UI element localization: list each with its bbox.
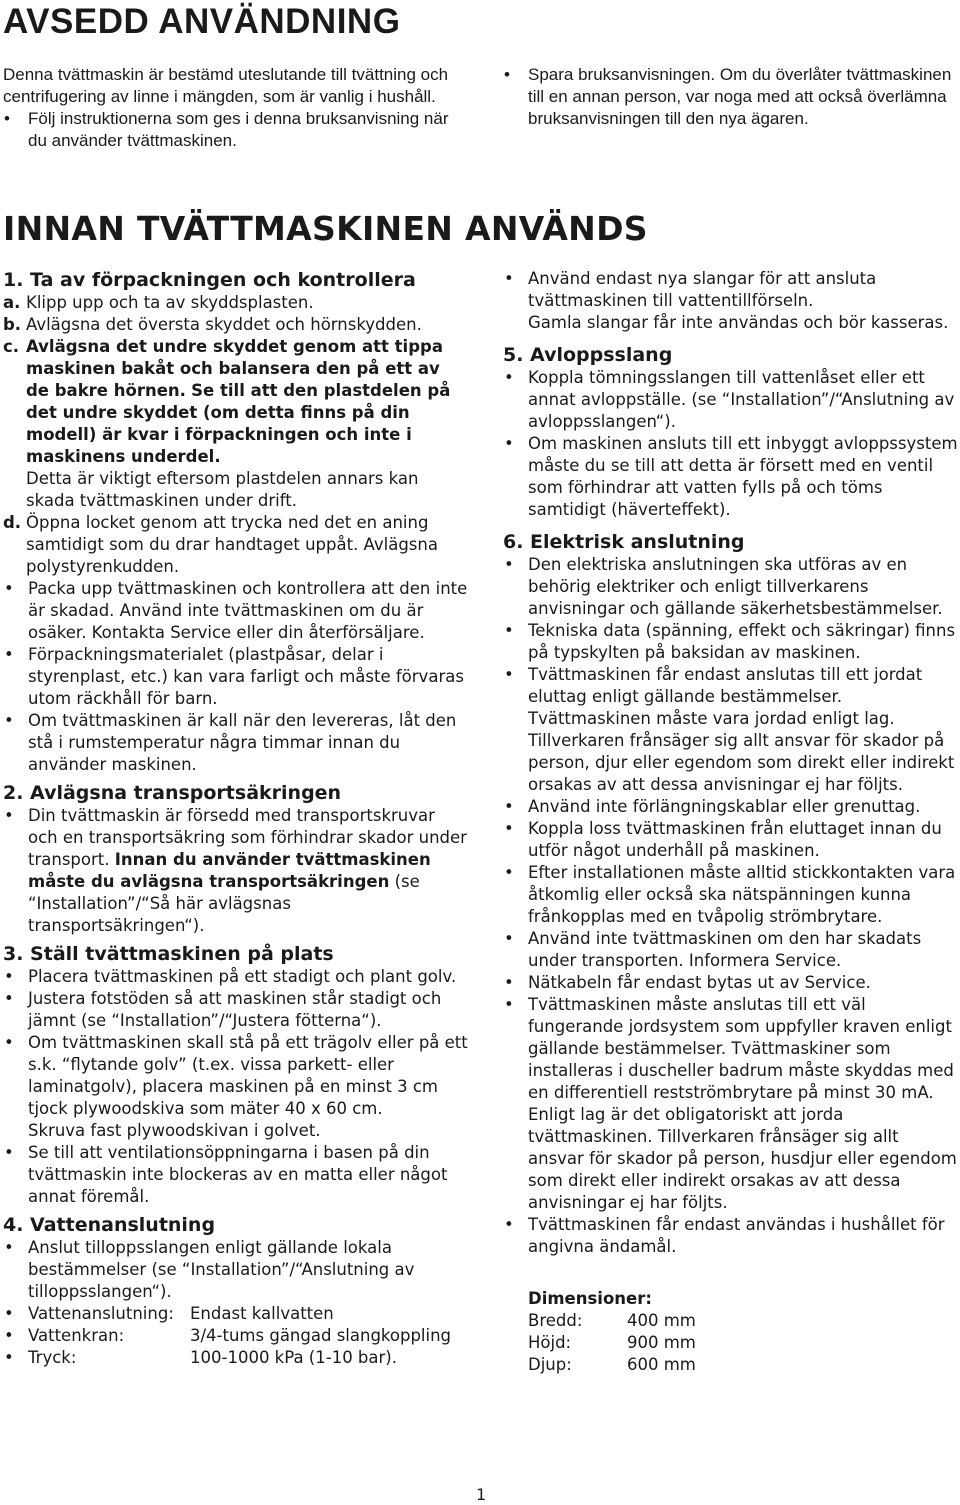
step-c-bold: Avlägsna det undre skyddet genom att tippa maskinen bakåt och balansera den på ett av de bakre hörnen.: [26, 337, 443, 400]
unpack-bullet-3: • Om tvättmaskinen är kall när den levereras, låt den stå i rumstemperatur några timmar innan du använder maskinen.: [3, 710, 468, 776]
water-row-label: • Vattenkran:: [28, 1326, 125, 1345]
step-a: [3, 292, 468, 314]
water-row-value: 100-1000 kPa (1-10 bar).: [190, 1348, 397, 1367]
water-row-pressure: [3, 1347, 468, 1369]
page-number: 1: [476, 1485, 487, 1504]
step-c-note: Detta är viktigt eftersom plastdelen annars kan skada tvättmaskinen under drift.: [26, 469, 419, 510]
water-row-label: • Vattenanslutning:: [28, 1304, 174, 1323]
intro-left: [3, 64, 463, 152]
water-row-tap: [3, 1325, 468, 1347]
drain-bullet-2: • Om maskinen ansluts till ett inbyggt avloppssystem måste du se till att detta är försett med en ventil som förhindrar att vatten fylls på och töms samtidigt (häverteffekt).: [503, 433, 958, 521]
electrical-bullet-10: • Tvättmaskinen får endast användas i hushållet för angivna ändamål.: [503, 1214, 958, 1258]
dimensions-title: Dimensioner:: [528, 1289, 652, 1308]
electrical-bullet-3-cont: Tvättmaskinen måste vara jordad enligt lag. Tillverkaren frånsäger sig allt ansvar för skador på person, djur eller egendom som direkt eller indirekt orsakas av att dessa anvisningar ej har följts.: [528, 709, 955, 794]
electrical-bullet-4: • Använd inte förlängningskablar eller grenuttag.: [503, 796, 958, 818]
step-c-marker: c.: [3, 337, 20, 356]
electrical-bullet-8: • Nätkabeln får endast bytas ut av Service.: [503, 972, 958, 994]
dimension-row-width: [503, 1310, 958, 1332]
water-row-label: • Tryck:: [28, 1348, 77, 1367]
step-c: [3, 336, 468, 468]
dimension-label: Djup:: [528, 1355, 572, 1374]
dimension-value: 400 mm: [627, 1311, 696, 1330]
electrical-bullet-7: • Använd inte tvättmaskinen om den har skadats under transporten. Informera Service.: [503, 928, 958, 972]
heading-drain-hose: 5. Avloppsslang: [503, 344, 673, 366]
electrical-bullet-2: • Tekniska data (spänning, effekt och säkringar) finns på typskylten på baksidan av maskinen.: [503, 620, 958, 664]
dimension-label: Bredd:: [528, 1311, 583, 1330]
intro-paragraph: Denna tvättmaskin är bestämd uteslutande till tvättning och centrifugering av linne i mängden, som är vanlig i hushåll.: [3, 65, 449, 106]
unpack-bullet-2: • Förpackningsmaterialet (plastpåsar, delar i styrenplast, etc.) kan vara farligt och måste förvaras utom räckhåll för barn.: [3, 644, 468, 710]
heading-transport-lock: 2. Avlägsna transportsäkringen: [3, 782, 342, 804]
dimension-label: Höjd:: [528, 1333, 572, 1352]
section-title-before-use: INNAN TVÄTTMASKINEN ANVÄNDS: [3, 209, 648, 248]
water-bullet-1: • Anslut tilloppsslangen enligt gällande lokala bestämmelser (se “Installation”/“Anslutning av tilloppsslangen“).: [3, 1237, 468, 1303]
electrical-bullet-3: • Tvättmaskinen får endast anslutas till ett jordat eluttag enligt gällande bestämmelser.: [503, 664, 958, 708]
transport-text: Din tvättmaskin är försedd med transportskruvar och en transportsäkring som förhindrar skador under transport.: [28, 806, 467, 869]
step-d-marker: d.: [3, 513, 22, 532]
hose-bullet: • Använd endast nya slangar för att ansluta tvättmaskinen till vattentillförseln.: [503, 268, 958, 312]
heading-unpack: 1. Ta av förpackningen och kontrollera: [3, 269, 416, 291]
step-b: [3, 314, 468, 336]
hose-bullet-cont: Gamla slangar får inte användas och bör kasseras.: [528, 313, 949, 332]
step-d: [3, 512, 468, 578]
drain-bullet-1: • Koppla tömningsslangen till vattenlåset eller ett annat avloppställe. (se “Installation”/“Anslutning av avloppsslangen“).: [503, 367, 958, 433]
transport-ref: (se “Installation”/“Så här avlägsnas transportsäkringen“).: [28, 872, 420, 935]
transport-bold: Innan du använder tvättmaskinen måste du avlägsna transportsäkringen: [28, 850, 431, 891]
placement-bullet-3-cont: Skruva fast plywoodskivan i golvet.: [28, 1121, 321, 1140]
step-a-text: Klipp upp och ta av skyddsplasten.: [26, 293, 314, 312]
placement-bullet-1: • Placera tvättmaskinen på ett stadigt och plant golv.: [3, 966, 468, 988]
placement-bullet-4: • Se till att ventilationsöppningarna i basen på din tvättmaskin inte blockeras av en matta eller något annat föremål.: [3, 1142, 468, 1208]
dimension-row-depth: [503, 1354, 958, 1376]
step-c-bold-2: Se till att den plastdelen på det undre skyddet (om detta finns på din modell) är kvar i förpackningen och inte i maskinens underdel.: [26, 381, 451, 466]
electrical-bullet-9: • Tvättmaskinen måste anslutas till ett väl fungerande jordsystem som uppfyller kraven enligt gällande bestämmelser. Tvättmaskiner som installeras i duscheller badrum måste skyddas med en differentiell restströmbrytare på minst 30 mA. Enligt lag är det obligatoriskt att jorda tvättmaskinen. Tillverkaren frånsäger sig allt ansvar för skador på person, husdjur eller egendom som direkt eller indirekt orsakas av att dessa anvisningar ej har följts.: [503, 994, 958, 1214]
dimension-value: 600 mm: [627, 1355, 696, 1374]
water-row-connection: [3, 1303, 468, 1325]
electrical-bullet-6: • Efter installationen måste alltid stickkontakten vara åtkomlig eller också ska nätspänningen kunna frånkopplas med en tvåpolig strömbrytare.: [503, 862, 958, 928]
intro-bullet-instructions: • Följ instruktionerna som ges i denna bruksanvisning när du använder tvättmaskinen.: [3, 108, 463, 152]
heading-electrical: 6. Elektrisk anslutning: [503, 531, 745, 553]
intro-bullet-save-manual: • Spara bruksanvisningen. Om du överlåter tvättmaskinen till en annan person, var noga med att också överlämna bruksanvisningen till den nya ägaren.: [503, 64, 958, 130]
step-b-text: Avlägsna det översta skyddet och hörnskydden.: [26, 315, 422, 334]
heading-water-connection: 4. Vattenanslutning: [3, 1214, 216, 1236]
heading-placement: 3. Ställ tvättmaskinen på plats: [3, 943, 334, 965]
page-title: AVSEDD ANVÄNDNING: [3, 2, 401, 41]
step-a-marker: a.: [3, 293, 21, 312]
step-b-marker: b.: [3, 315, 22, 334]
electrical-bullet-5: • Koppla loss tvättmaskinen från eluttaget innan du utför något underhåll på maskinen.: [503, 818, 958, 862]
left-column: [3, 268, 468, 1369]
placement-bullet-3: • Om tvättmaskinen skall stå på ett trägolv eller på ett s.k. “flytande golv” (t.ex. vissa parkett- eller laminatgolv), placera maskinen på en minst 3 cm tjock plywoodskiva som mäter 40 x 60 cm.: [3, 1032, 468, 1120]
intro-right: [503, 64, 958, 130]
water-row-value: Endast kallvatten: [190, 1304, 334, 1323]
dimension-row-height: [503, 1332, 958, 1354]
right-column: [503, 268, 958, 1376]
transport-bullet: [3, 805, 468, 937]
unpack-bullet-1: • Packa upp tvättmaskinen och kontrollera att den inte är skadad. Använd inte tvättmaskinen om du är osäker. Kontakta Service eller din återförsäljare.: [3, 578, 468, 644]
step-d-text: Öppna locket genom att trycka ned det en aning samtidigt som du drar handtaget uppåt. Avlägsna polystyrenkudden.: [26, 513, 438, 576]
dimension-value: 900 mm: [627, 1333, 696, 1352]
water-row-value: 3/4-tums gängad slangkoppling: [190, 1326, 452, 1345]
placement-bullet-2: • Justera fotstöden så att maskinen står stadigt och jämnt (se “Installation”/“Justera fötterna“).: [3, 988, 468, 1032]
electrical-bullet-1: • Den elektriska anslutningen ska utföras av en behörig elektriker och enligt tillverkarens anvisningar och gällande säkerhetsbestämmelser.: [503, 554, 958, 620]
